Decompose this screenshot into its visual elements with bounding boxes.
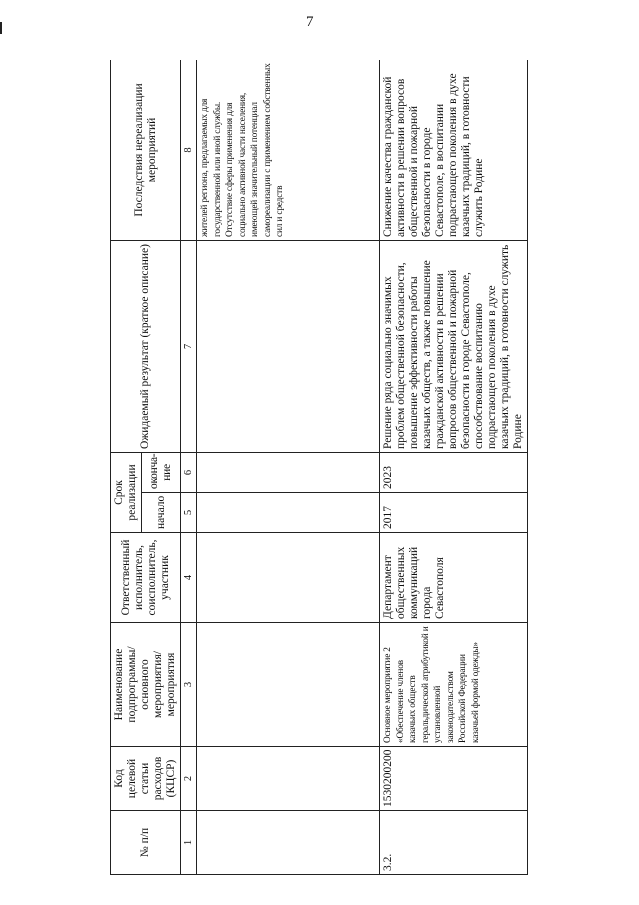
column-number: 4 [181, 533, 197, 623]
edge-mark [0, 22, 2, 34]
landscape-table-container [110, 60, 530, 875]
header-name: Наименование подпрограммы/ основного мероприятия/ мероприятия [111, 623, 181, 747]
end-year-cell: 2023 [380, 453, 528, 493]
header-number: № п/п [111, 811, 181, 875]
column-number: 7 [181, 241, 197, 453]
column-number: 5 [181, 493, 197, 533]
page-number: 7 [306, 14, 314, 30]
header-end: оконча-ние [142, 453, 181, 493]
column-numbers-row [181, 60, 197, 875]
consequences-cell: жителей региона, предлагаемых для государственной или иной службы. Отсутствие сферы применения для социально активной части населения, имеющей значительный потенциал самореализации с применением собственных сил и средств [197, 60, 380, 241]
header-consequences: Последствия нереализации мероприятий [111, 60, 181, 241]
program-measures-table [110, 60, 528, 875]
measure-name-cell: Основное мероприятие 2 «Обеспечение членов казачьих обществ геральдической атрибутикой и установленной законодательством Российской Федерации казачьей формой одежды» [380, 623, 528, 747]
expected-result-cell: Решение ряда социально значимых проблем общественной безопасности, повышение эффективности работы казачьих обществ, а также повышение гражданской активности в решении вопросов общественной и пожарной безопасности в городе Севастополе, способствование воспитанию подрастающего поколения в духе казачьих традиций, в готовности служить Родине [380, 241, 528, 453]
column-number: 2 [181, 747, 197, 811]
header-executor: Ответственный исполнитель, соисполнитель, участник [111, 533, 181, 623]
header-expected-result: Ожидаемый результат (краткое описание) [111, 241, 181, 453]
kcsr-cell: 1530200200 [380, 747, 528, 811]
executor-cell: Департамент общественных коммуникаций города Севастополя [380, 533, 528, 623]
column-number: 3 [181, 623, 197, 747]
start-year-cell: 2017 [380, 493, 528, 533]
column-number: 6 [181, 453, 197, 493]
table-row-continuation [197, 60, 380, 875]
column-number: 1 [181, 811, 197, 875]
consequences-cell: Снижение качества гражданской активности в решении вопросов общественной и пожарной безопасности в городе Севастополе, в воспитании подрастающего поколения в духе казачьих традиций, в готовности служить Родине [380, 60, 528, 241]
table-row-3-2 [380, 60, 528, 875]
row-number-cell: 3.2. [380, 811, 528, 875]
rotated-table-frame [110, 60, 530, 875]
header-kcsr: Код целевой статьи расходов (КЦСР) [111, 747, 181, 811]
header-period: Срок реализации [111, 453, 142, 533]
header-start: начало [142, 493, 181, 533]
column-number: 8 [181, 60, 197, 241]
table-header-row [111, 60, 142, 875]
